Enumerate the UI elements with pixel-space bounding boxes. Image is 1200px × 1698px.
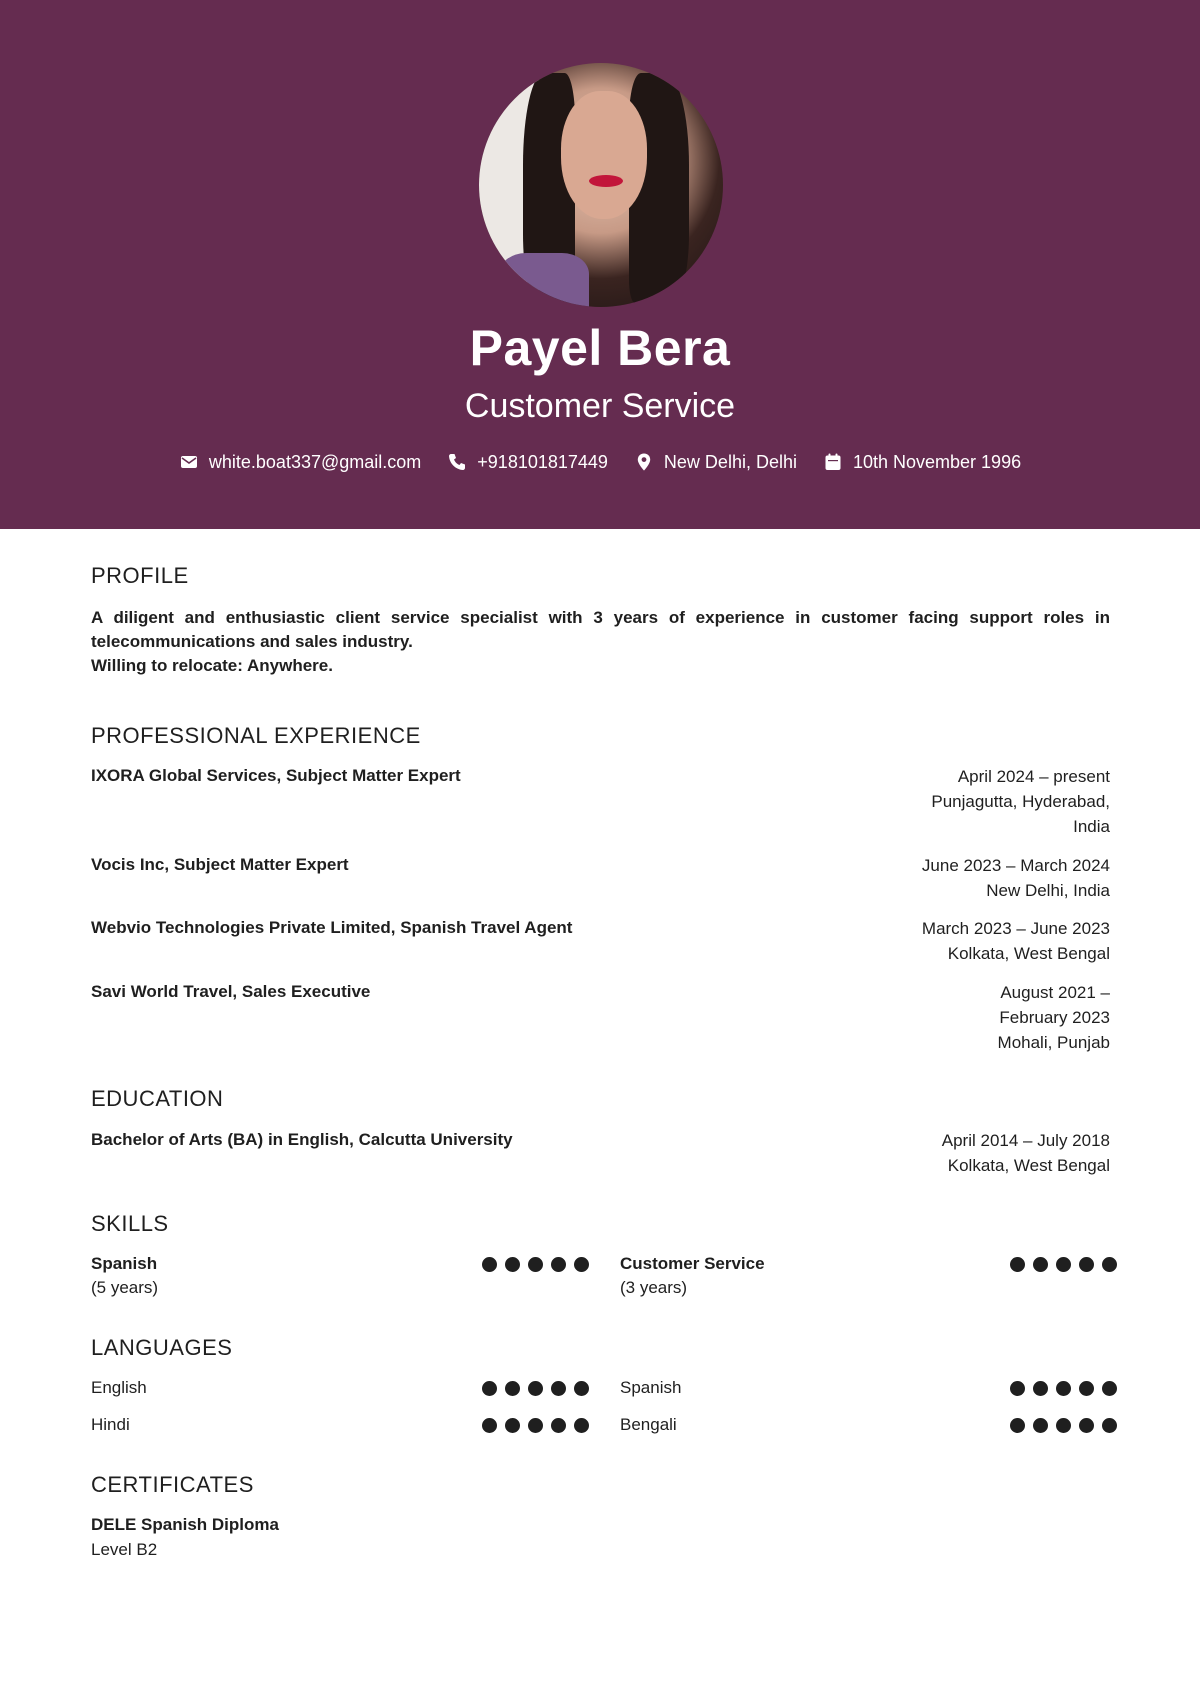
rating-dot xyxy=(551,1257,566,1272)
resume-header xyxy=(0,0,1200,529)
rating-dot xyxy=(482,1381,497,1396)
rating-dot xyxy=(574,1381,589,1396)
skill-detail: (5 years) xyxy=(91,1278,159,1297)
rating-dot xyxy=(482,1418,497,1433)
rating-dot xyxy=(551,1418,566,1433)
contact-bar xyxy=(0,450,1200,474)
skill-rating xyxy=(482,1257,589,1272)
experience-role: Savi World Travel, Sales Executive xyxy=(91,982,371,1001)
rating-dot xyxy=(1010,1381,1025,1396)
rating-dot xyxy=(1102,1418,1117,1433)
education-meta xyxy=(850,1128,1110,1178)
language-rating xyxy=(1010,1381,1117,1396)
language-name: English xyxy=(91,1378,147,1397)
rating-dot xyxy=(1079,1257,1094,1272)
rating-dot xyxy=(551,1381,566,1396)
contact-location xyxy=(634,450,797,474)
rating-dot xyxy=(1033,1418,1048,1433)
envelope-icon xyxy=(179,452,199,472)
rating-dot xyxy=(1102,1381,1117,1396)
language-name: Spanish xyxy=(620,1378,682,1397)
rating-dot xyxy=(1056,1418,1071,1433)
profile-photo xyxy=(479,63,723,307)
location-text: New Delhi, Delhi xyxy=(663,452,797,472)
skill-item xyxy=(620,1252,765,1300)
rating-dot xyxy=(1033,1257,1048,1272)
language-rating xyxy=(1010,1418,1117,1433)
experience-place: Kolkata, West Bengal xyxy=(947,944,1110,963)
experience-place: New Delhi, India xyxy=(986,881,1110,900)
profile-line: A diligent and enthusiastic client service specialist with 3 years of experience in customer facing support roles in telecommunications and sales industry. xyxy=(91,608,1110,651)
skill-detail: (3 years) xyxy=(620,1278,688,1297)
rating-dot xyxy=(505,1381,520,1396)
experience-meta xyxy=(850,764,1110,839)
rating-dot xyxy=(1010,1418,1025,1433)
map-pin-icon xyxy=(634,452,654,472)
section-title-education: EDUCATION xyxy=(91,1086,224,1111)
education-dates: April 2014 – July 2018 xyxy=(941,1131,1110,1150)
skill-rating xyxy=(1010,1257,1117,1272)
experience-role: Vocis Inc, Subject Matter Expert xyxy=(91,855,349,874)
section-title-languages: LANGUAGES xyxy=(91,1335,233,1360)
rating-dot xyxy=(1056,1257,1071,1272)
profile-line: Willing to relocate: Anywhere. xyxy=(91,656,333,675)
experience-meta xyxy=(850,916,1110,966)
language-name: Bengali xyxy=(620,1415,677,1434)
experience-role: IXORA Global Services, Subject Matter Expert xyxy=(91,766,461,785)
skill-name: Spanish xyxy=(91,1254,158,1273)
experience-dates: June 2023 – March 2024 xyxy=(921,856,1110,875)
rating-dot xyxy=(1102,1257,1117,1272)
email-text: white.boat337@gmail.com xyxy=(208,452,422,472)
contact-phone[interactable] xyxy=(447,450,608,474)
rating-dot xyxy=(574,1257,589,1272)
language-rating xyxy=(482,1418,589,1433)
rating-dot xyxy=(505,1418,520,1433)
skill-item xyxy=(91,1252,158,1300)
experience-meta xyxy=(850,853,1110,903)
rating-dot xyxy=(1010,1257,1025,1272)
experience-place: Punjagutta, Hyderabad, India xyxy=(931,792,1110,836)
calendar-icon xyxy=(823,452,843,472)
contact-email[interactable] xyxy=(179,450,421,474)
rating-dot xyxy=(1079,1381,1094,1396)
education-place: Kolkata, West Bengal xyxy=(947,1156,1110,1175)
experience-meta xyxy=(850,980,1110,1055)
section-title-experience: PROFESSIONAL EXPERIENCE xyxy=(91,723,421,748)
skill-name: Customer Service xyxy=(620,1254,765,1273)
job-title: Customer Service xyxy=(464,387,736,425)
person-name: Payel Bera xyxy=(469,320,731,376)
rating-dot xyxy=(1079,1418,1094,1433)
rating-dot xyxy=(1033,1381,1048,1396)
profile-summary xyxy=(91,606,1110,678)
section-title-certificates: CERTIFICATES xyxy=(91,1472,254,1497)
rating-dot xyxy=(1056,1381,1071,1396)
language-name: Hindi xyxy=(91,1415,130,1434)
rating-dot xyxy=(574,1418,589,1433)
experience-dates: August 2021 – February 2023 xyxy=(999,983,1110,1027)
experience-dates: April 2024 – present xyxy=(957,767,1110,786)
education-degree: Bachelor of Arts (BA) in English, Calcutta University xyxy=(91,1130,513,1149)
phone-text: +918101817449 xyxy=(477,452,608,472)
experience-place: Mohali, Punjab xyxy=(997,1033,1110,1052)
rating-dot xyxy=(528,1381,543,1396)
rating-dot xyxy=(505,1257,520,1272)
experience-role: Webvio Technologies Private Limited, Spanish Travel Agent xyxy=(91,918,573,937)
certificate-level: Level B2 xyxy=(91,1540,158,1559)
contact-birthdate xyxy=(823,450,1021,474)
rating-dot xyxy=(482,1257,497,1272)
birthdate-text: 10th November 1996 xyxy=(852,452,1022,472)
rating-dot xyxy=(528,1257,543,1272)
rating-dot xyxy=(528,1418,543,1433)
experience-dates: March 2023 – June 2023 xyxy=(921,919,1110,938)
language-rating xyxy=(482,1381,589,1396)
section-title-profile: PROFILE xyxy=(91,563,189,588)
certificate-name: DELE Spanish Diploma xyxy=(91,1515,279,1534)
section-title-skills: SKILLS xyxy=(91,1211,169,1236)
phone-icon xyxy=(447,452,467,472)
